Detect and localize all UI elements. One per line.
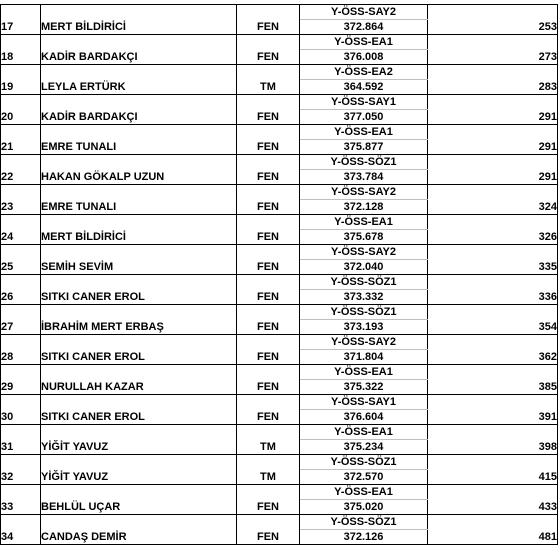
score-type: Y-ÖSS-SAY1 xyxy=(300,395,428,410)
score-type: Y-ÖSS-EA1 xyxy=(300,425,428,440)
row-number: 30 xyxy=(1,395,41,425)
table-row xyxy=(1,215,558,230)
field-code: FEN xyxy=(237,185,300,215)
score-type: Y-ÖSS-SAY2 xyxy=(300,245,428,260)
score-value: 372.126 xyxy=(300,530,428,545)
score-type: Y-ÖSS-SAY1 xyxy=(300,95,428,110)
field-code: FEN xyxy=(237,515,300,545)
score-value: 375.322 xyxy=(300,380,428,395)
score-value: 364.592 xyxy=(300,80,428,95)
score-value: 376.604 xyxy=(300,410,428,425)
table-row xyxy=(1,125,558,140)
table-row xyxy=(1,515,558,530)
student-name: EMRE TUNALI xyxy=(41,185,237,215)
row-number: 33 xyxy=(1,485,41,515)
field-code: FEN xyxy=(237,395,300,425)
student-name: MERT BİLDİRİCİ xyxy=(41,5,237,35)
rank-value: 336 xyxy=(428,275,558,305)
field-code: FEN xyxy=(237,95,300,125)
table-row xyxy=(1,425,558,440)
rank-value: 291 xyxy=(428,125,558,155)
student-name: LEYLA ERTÜRK xyxy=(41,65,237,95)
score-type: Y-ÖSS-SÖZ1 xyxy=(300,275,428,290)
results-table xyxy=(0,4,558,545)
rank-value: 433 xyxy=(428,485,558,515)
student-name: NURULLAH KAZAR xyxy=(41,365,237,395)
row-number: 23 xyxy=(1,185,41,215)
student-name: SEMİH SEVİM xyxy=(41,245,237,275)
student-name: SITKI CANER EROL xyxy=(41,275,237,305)
score-value: 375.020 xyxy=(300,500,428,515)
rank-value: 273 xyxy=(428,35,558,65)
student-name: MERT BİLDİRİCİ xyxy=(41,215,237,245)
row-number: 19 xyxy=(1,65,41,95)
row-number: 20 xyxy=(1,95,41,125)
table-row xyxy=(1,245,558,260)
row-number: 26 xyxy=(1,275,41,305)
rank-value: 385 xyxy=(428,365,558,395)
rank-value: 481 xyxy=(428,515,558,545)
field-code: FEN xyxy=(237,155,300,185)
score-type: Y-ÖSS-SAY2 xyxy=(300,185,428,200)
score-type: Y-ÖSS-SAY2 xyxy=(300,335,428,350)
score-type: Y-ÖSS-EA1 xyxy=(300,365,428,380)
score-value: 373.193 xyxy=(300,320,428,335)
row-number: 31 xyxy=(1,425,41,455)
rank-value: 291 xyxy=(428,95,558,125)
field-code: FEN xyxy=(237,5,300,35)
row-number: 21 xyxy=(1,125,41,155)
student-name: EMRE TUNALI xyxy=(41,125,237,155)
table-row xyxy=(1,335,558,350)
field-code: FEN xyxy=(237,335,300,365)
field-code: TM xyxy=(237,455,300,485)
row-number: 18 xyxy=(1,35,41,65)
table-row xyxy=(1,485,558,500)
field-code: FEN xyxy=(237,125,300,155)
score-type: Y-ÖSS-SAY2 xyxy=(300,5,428,20)
field-code: FEN xyxy=(237,305,300,335)
field-code: TM xyxy=(237,65,300,95)
rank-value: 398 xyxy=(428,425,558,455)
score-value: 373.332 xyxy=(300,290,428,305)
table-row xyxy=(1,275,558,290)
field-code: FEN xyxy=(237,215,300,245)
field-code: TM xyxy=(237,425,300,455)
rank-value: 354 xyxy=(428,305,558,335)
field-code: FEN xyxy=(237,275,300,305)
score-value: 376.008 xyxy=(300,50,428,65)
score-value: 372.128 xyxy=(300,200,428,215)
table-row xyxy=(1,365,558,380)
row-number: 22 xyxy=(1,155,41,185)
score-type: Y-ÖSS-SÖZ1 xyxy=(300,515,428,530)
score-type: Y-ÖSS-EA1 xyxy=(300,485,428,500)
student-name: YİĞİT YAVUZ xyxy=(41,455,237,485)
rank-value: 291 xyxy=(428,155,558,185)
table-row xyxy=(1,305,558,320)
table-row xyxy=(1,185,558,200)
student-name: HAKAN GÖKALP UZUN xyxy=(41,155,237,185)
table-row xyxy=(1,65,558,80)
score-value: 377.050 xyxy=(300,110,428,125)
field-code: FEN xyxy=(237,35,300,65)
student-name: İBRAHİM MERT ERBAŞ xyxy=(41,305,237,335)
table-row xyxy=(1,35,558,50)
field-code: FEN xyxy=(237,485,300,515)
row-number: 29 xyxy=(1,365,41,395)
row-number: 25 xyxy=(1,245,41,275)
rank-value: 415 xyxy=(428,455,558,485)
table-row xyxy=(1,5,558,20)
score-value: 371.804 xyxy=(300,350,428,365)
student-name: KADİR BARDAKÇI xyxy=(41,35,237,65)
score-type: Y-ÖSS-SÖZ1 xyxy=(300,455,428,470)
student-name: SITKI CANER EROL xyxy=(41,335,237,365)
row-number: 24 xyxy=(1,215,41,245)
table-row xyxy=(1,95,558,110)
score-value: 373.784 xyxy=(300,170,428,185)
score-type: Y-ÖSS-EA1 xyxy=(300,35,428,50)
row-number: 32 xyxy=(1,455,41,485)
student-name: SITKI CANER EROL xyxy=(41,395,237,425)
score-value: 372.864 xyxy=(300,20,428,35)
rank-value: 362 xyxy=(428,335,558,365)
field-code: FEN xyxy=(237,245,300,275)
score-type: Y-ÖSS-EA1 xyxy=(300,215,428,230)
student-name: BEHLÜL UÇAR xyxy=(41,485,237,515)
rank-value: 391 xyxy=(428,395,558,425)
score-type: Y-ÖSS-SÖZ1 xyxy=(300,155,428,170)
score-type: Y-ÖSS-SÖZ1 xyxy=(300,305,428,320)
score-type: Y-ÖSS-EA2 xyxy=(300,65,428,80)
student-name: KADİR BARDAKÇI xyxy=(41,95,237,125)
results-table-body xyxy=(1,5,558,545)
score-value: 375.678 xyxy=(300,230,428,245)
field-code: FEN xyxy=(237,365,300,395)
rank-value: 335 xyxy=(428,245,558,275)
rank-value: 324 xyxy=(428,185,558,215)
table-row xyxy=(1,395,558,410)
score-value: 372.570 xyxy=(300,470,428,485)
table-row xyxy=(1,155,558,170)
row-number: 17 xyxy=(1,5,41,35)
score-type: Y-ÖSS-EA1 xyxy=(300,125,428,140)
rank-value: 326 xyxy=(428,215,558,245)
table-row xyxy=(1,455,558,470)
student-name: YİĞİT YAVUZ xyxy=(41,425,237,455)
rank-value: 253 xyxy=(428,5,558,35)
row-number: 34 xyxy=(1,515,41,545)
rank-value: 283 xyxy=(428,65,558,95)
row-number: 28 xyxy=(1,335,41,365)
score-value: 375.234 xyxy=(300,440,428,455)
student-name: CANDAŞ DEMİR xyxy=(41,515,237,545)
score-value: 372.040 xyxy=(300,260,428,275)
score-value: 375.877 xyxy=(300,140,428,155)
row-number: 27 xyxy=(1,305,41,335)
